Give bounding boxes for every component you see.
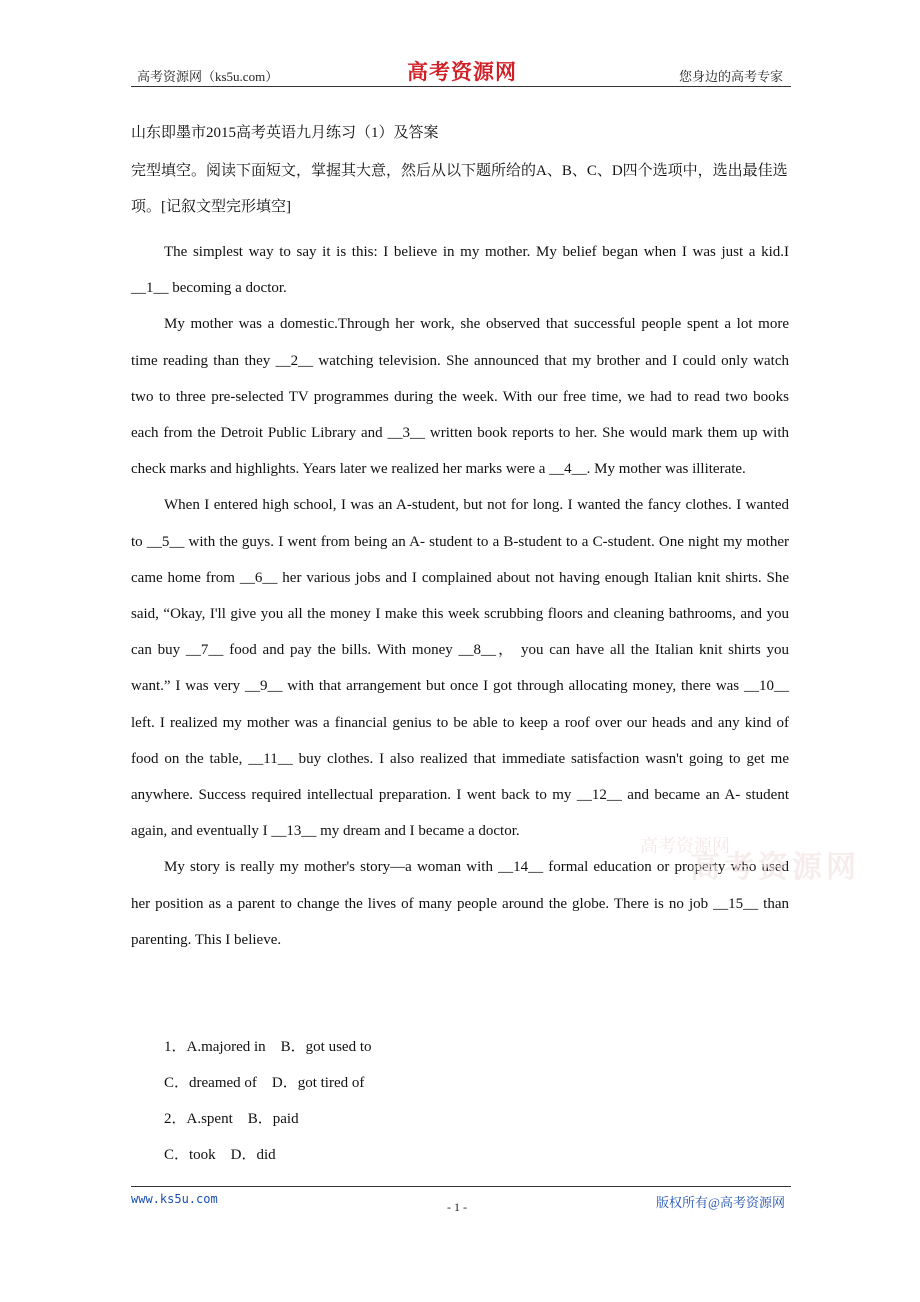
header-logo: 高考资源网 <box>407 60 517 84</box>
footer-link[interactable]: www.ks5u.com <box>131 1192 218 1206</box>
option-line: C．dreamed of D．got tired of <box>164 1075 365 1091</box>
passage-paragraph-4: My story is really my mother's story—a woman with __14__ formal education or property who used her position as a parent to change the lives of many people around the globe. There is no job __15__ than parenting. This I believe. <box>131 859 789 948</box>
page-header <box>131 58 791 87</box>
passage-paragraph-1: The simplest way to say it is this: I believe in my mother. My belief began when I was just a kid.I __1__ becoming a doctor. <box>131 244 789 297</box>
page-footer <box>131 1186 791 1217</box>
passage-paragraph-3: When I entered high school, I was an A-student, but not for long. I wanted the fancy clothes. I wanted to __5__ with the guys. I went from being an A- student to a B-student to a C-student. One night my mother came home from __6__ her various jobs and I complained about not having enough Italian knit shirts. She said, “Okay, I'll give you all the money I make this week scrubbing floors and cleaning bathrooms, and you can buy __7__ food and pay the bills. With money __8__， you can have all the Italian knit shirts you want.” I was very __9__ with that arrangement but once I got through allocating money, there was __10__ left. I realized my mother was a financial genius to be able to keep a roof over our heads and any kind of food on the table, __11__ buy clothes. I also realized that immediate satisfaction wasn't going to get me anywhere. Success required intellectual preparation. I went back to my __12__ and became an A- student again, and eventually I __13__ my dream and I became a doctor. <box>131 497 789 840</box>
option-line: 1．A.majored in B．got used to <box>164 1039 372 1055</box>
watermark-faint: 高考资源网 <box>640 836 730 856</box>
instruction-text: 完型填空。阅读下面短文，掌握其大意，然后从以下题所给的A、B、C、D四个选项中，选出最佳选项。[记叙文型完形填空] <box>131 163 788 215</box>
passage-paragraph-2: My mother was a domestic.Through her work, she observed that successful people spent a lot more time reading than they __2__ watching television. She announced that my brother and I could only watch two to three pre-selected TV programmes during the week. With our free time, we had to read two books each from the Detroit Public Library and __3__ written book reports to her. She would mark them up with check marks and highlights. Years later we realized her marks were a __4__. My mother was illiterate. <box>131 316 789 478</box>
watermark: 高考资源网 <box>690 851 860 884</box>
answer-options <box>164 1029 371 1173</box>
page-number: - 1 - <box>447 1200 467 1214</box>
header-site-name: 高考资源网（ks5u.com） <box>137 69 279 84</box>
header-slogan: 您身边的高考专家 <box>678 69 783 84</box>
document-title: 山东即墨市2015高考英语九月练习（1）及答案 <box>131 125 439 141</box>
option-line: 2．A.spent B．paid <box>164 1111 299 1127</box>
option-line: C．took D．did <box>164 1147 276 1163</box>
footer-copyright: 版权所有@高考资源网 <box>656 1195 785 1210</box>
